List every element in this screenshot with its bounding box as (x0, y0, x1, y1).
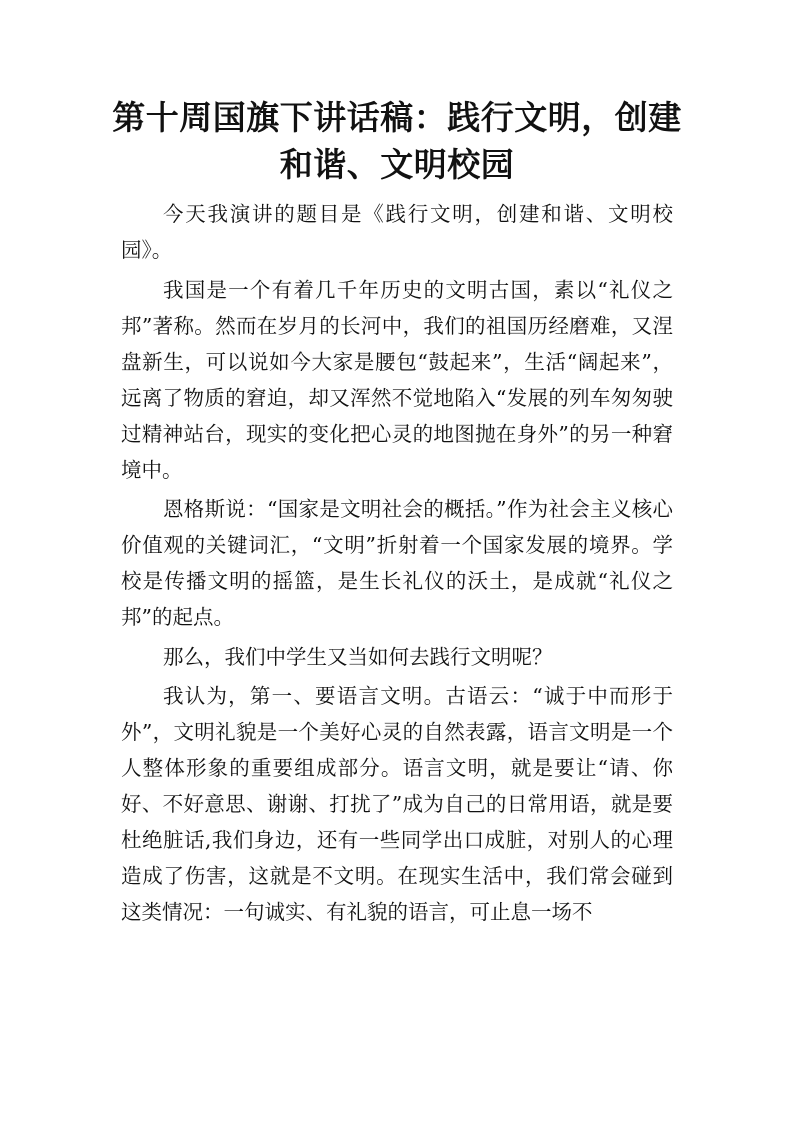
document-body (121, 196, 673, 934)
paragraph-question: 那么，我们中学生又当如何去践行文明呢？ (163, 644, 553, 669)
paragraph-history: 我国是一个有着几千年历史的文明古国，素以“礼仪之邦”著称。然而在岁月的长河中，我们的祖国历经磨难，又涅盘新生，可以说如今大家是腰包“鼓起来”，生活“阔起来”，远离了物质的窘迫，却又浑然不觉地陷入“发展的列车匆匆驶过精神站台，现实的变化把心灵的地图抛在身外”的另一种窘境中。 (121, 277, 673, 482)
paragraph-topic: 今天我演讲的题目是《践行文明，创建和谐、文明校园》。 (121, 202, 673, 262)
paragraph-engels-quote: 恩格斯说：“国家是文明社会的概括。”作为社会主义核心价值观的关键词汇，“文明”折射着一个国家发展的境界。学校是传播文明的摇篮，是生长礼仪的沃土，是成就“礼仪之邦”的起点。 (121, 497, 673, 629)
paragraph-language-civility: 我认为，第一、要语言文明。古语云：“诚于中而形于外”，文明礼貌是一个美好心灵的自然表露，语言文明是一个人整体形象的重要组成部分。语言文明，就是要让“请、你好、不好意思、谢谢、打扰了”成为自己的日常用语，就是要杜绝脏话,我们身边，还有一些同学出口成脏，对别人的心理造成了伤害，这就是不文明。在现实生活中，我们常会碰到这类情况：一句诚实、有礼貌的语言，可止息一场不 (121, 684, 673, 924)
document-title: 第十周国旗下讲话稿：践行文明，创建和谐、文明校园 (112, 98, 682, 184)
